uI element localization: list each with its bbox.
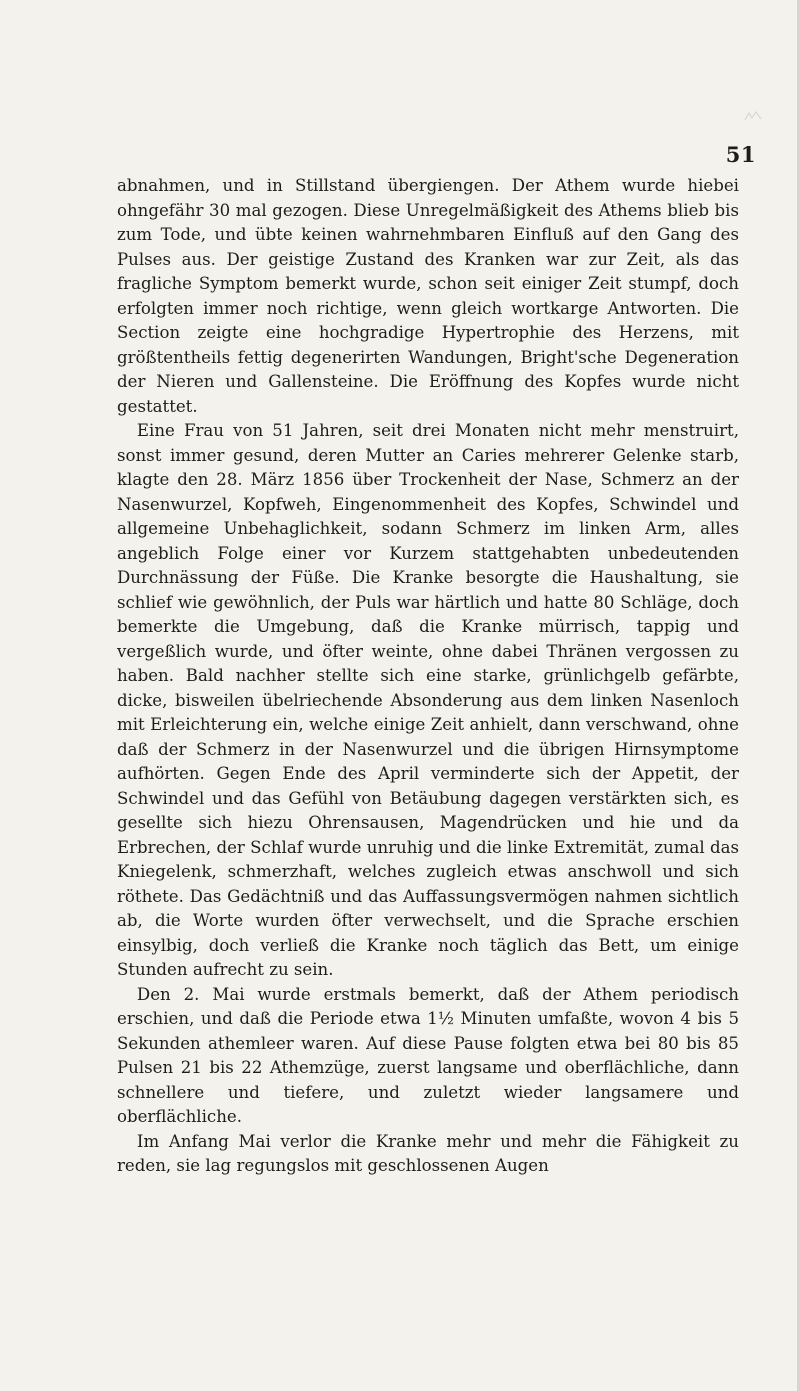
body-text <box>117 174 739 1179</box>
paragraph-2: Eine Frau von 51 Jahren, seit drei Monaten nicht mehr menstruirt, sonst immer gesund, deren Mutter an Caries mehrerer Gelenke starb, klagte den 28. März 1856 über Trockenheit der Nase, Schmerz an der Nasenwurzel, Kopfweh, Eingenommenheit des Kopfes, Schwindel und allgemeine Unbehaglichkeit, sodann Schmerz im linken Arm, alles angeblich Folge einer vor Kurzem stattgehabten unbedeutenden Durchnässung der Füße. Die Kranke besorgte die Haushaltung, sie schlief wie gewöhnlich, der Puls war härtlich und hatte 80 Schläge, doch bemerkte die Umgebung, daß die Kranke mürrisch, tappig und vergeßlich wurde, und öfter weinte, ohne dabei Thränen vergossen zu haben. Bald nachher stellte sich eine starke, grünlichgelb gefärbte, dicke, bisweilen übelriechende Absonderung aus dem linken Nasenloch mit Erleichterung ein, welche einige Zeit anhielt, dann verschwand, ohne daß der Schmerz in der Nasenwurzel und die übrigen Hirnsymptome aufhörten. Gegen Ende des April verminderte sich der Appetit, der Schwindel und das Gefühl von Betäubung dagegen verstärkten sich, es gesellte sich hiezu Ohrensausen, Magendrücken und hie und da Erbrechen, der Schlaf wurde unruhig und die linke Extremität, zumal das Kniegelenk, schmerzhaft, welches zugleich etwas anschwoll und sich röthete. Das Gedächtniß und das Auffassungsvermögen nahmen sichtlich ab, die Worte wurden öfter verwechselt, und die Sprache erschien einsylbig, doch verließ die Kranke noch täglich das Bett, um einige Stunden aufrecht zu sein. <box>117 421 739 979</box>
margin-mark-icon <box>744 110 762 122</box>
paragraph-3: Den 2. Mai wurde erstmals bemerkt, daß der Athem periodisch erschien, und daß die Periode etwa 1½ Minuten umfaßte, wovon 4 bis 5 Sekunden athemleer waren. Auf diese Pause folgten etwa bei 80 bis 85 Pulsen 21 bis 22 Athemzüge, zuerst langsame und oberflächliche, dann schnellere und tiefere, und zuletzt wieder langsamere und oberflächliche. <box>117 984 739 1126</box>
paragraph-1: abnahmen, und in Stillstand übergiengen. Der Athem wurde hiebei ohngefähr 30 mal gezogen. Diese Unregelmäßigkeit des Athems blieb bis zum Tode, und übte keinen wahrnehmbaren Einfluß auf den Gang des Pulses aus. Der geistige Zustand des Kranken war zur Zeit, als das fragliche Symptom bemerkt wurde, schon seit einiger Zeit stumpf, doch erfolgten immer noch richtige, wenn gleich wortkarge Antworten. Die Section zeigte eine hochgradige Hypertrophie des Herzens, mit größtentheils fettig degenerirten Wandungen, Bright'sche Degeneration der Nieren und Gallensteine. Die Eröffnung des Kopfes wurde nicht gestattet. <box>117 176 739 416</box>
paragraph-4: Im Anfang Mai verlor die Kranke mehr und mehr die Fähigkeit zu reden, sie lag regungslos mit geschlossenen Augen <box>117 1131 739 1175</box>
page-number: 51 <box>725 142 756 167</box>
